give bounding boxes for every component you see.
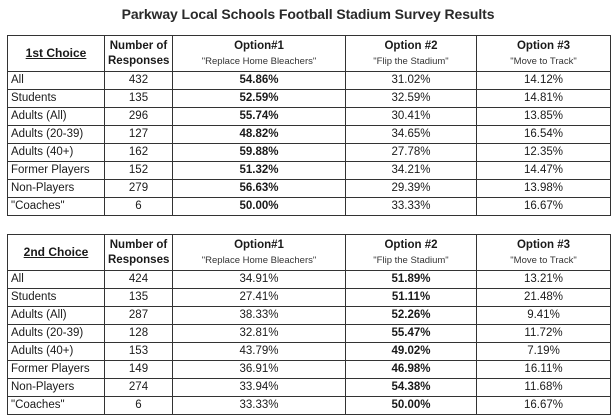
option3-cell: 13.21% [477,271,611,289]
responses-cell: 279 [105,180,173,198]
option1-cell: 36.91% [173,361,346,379]
option3-cell: 16.11% [477,361,611,379]
option3-cell: 21.48% [477,289,611,307]
document-title: Parkway Local Schools Football Stadium Survey Results [121,6,495,22]
option2-cell: 54.38% [346,379,477,397]
responses-cell: 424 [105,271,173,289]
choice-heading: 2nd Choice [23,244,89,259]
option2-cell: 46.98% [346,361,477,379]
option2-cell: 34.65% [346,126,477,144]
option1-cell: 27.41% [173,289,346,307]
option2-cell: 51.89% [346,271,477,289]
group-cell: Adults (40+) [8,144,105,162]
responses-cell: 6 [105,198,173,216]
option1-cell: 56.63% [173,180,346,198]
option3-cell: 13.85% [477,108,611,126]
option2-cell: 29.39% [346,180,477,198]
group-cell: All [8,72,105,90]
header-row [8,235,611,271]
group-cell: Non-Players [8,379,105,397]
option3-header: Option #3 "Move to Track" [477,235,611,271]
group-cell: Adults (20-39) [8,325,105,343]
table-row [8,198,611,216]
responses-cell: 296 [105,108,173,126]
responses-header: Number of Responses [105,36,173,72]
option2-cell: 33.33% [346,198,477,216]
table-row [8,379,611,397]
group-cell: Adults (40+) [8,343,105,361]
table-row [8,72,611,90]
option2-cell: 27.78% [346,144,477,162]
option3-cell: 11.68% [477,379,611,397]
group-cell: "Coaches" [8,198,105,216]
option2-cell: 30.41% [346,108,477,126]
table-row [8,361,611,379]
option2-header: Option #2 "Flip the Stadium" [346,36,477,72]
option2-cell: 31.02% [346,72,477,90]
table-row [8,307,611,325]
group-cell: Former Players [8,361,105,379]
option1-cell: 51.32% [173,162,346,180]
group-cell: Adults (All) [8,307,105,325]
table-row [8,325,611,343]
option2-cell: 55.47% [346,325,477,343]
option1-cell: 50.00% [173,198,346,216]
responses-header: Number of Responses [105,235,173,271]
option3-cell: 12.35% [477,144,611,162]
option2-cell: 51.11% [346,289,477,307]
option2-cell: 49.02% [346,343,477,361]
responses-cell: 152 [105,162,173,180]
option2-cell: 32.59% [346,90,477,108]
table-row [8,162,611,180]
option3-cell: 16.67% [477,397,611,415]
group-cell: Adults (All) [8,108,105,126]
group-cell: Non-Players [8,180,105,198]
table-row [8,126,611,144]
responses-cell: 135 [105,289,173,307]
responses-cell: 6 [105,397,173,415]
responses-cell: 162 [105,144,173,162]
option2-cell: 34.21% [346,162,477,180]
option3-cell: 9.41% [477,307,611,325]
choice-heading-cell [8,36,105,72]
option3-cell: 16.67% [477,198,611,216]
table-row [8,144,611,162]
responses-cell: 127 [105,126,173,144]
option1-cell: 48.82% [173,126,346,144]
responses-cell: 128 [105,325,173,343]
table-row [8,90,611,108]
responses-cell: 149 [105,361,173,379]
table-row [8,397,611,415]
table-row [8,343,611,361]
option3-cell: 14.12% [477,72,611,90]
option2-cell: 52.26% [346,307,477,325]
option3-cell: 13.98% [477,180,611,198]
group-cell: "Coaches" [8,397,105,415]
responses-cell: 287 [105,307,173,325]
responses-cell: 135 [105,90,173,108]
table-row [8,108,611,126]
choice-heading-cell [8,235,105,271]
option1-cell: 52.59% [173,90,346,108]
option3-cell: 14.47% [477,162,611,180]
option1-cell: 34.91% [173,271,346,289]
group-cell: All [8,271,105,289]
group-cell: Former Players [8,162,105,180]
option1-cell: 33.33% [173,397,346,415]
first-choice-table [7,35,611,216]
option3-cell: 16.54% [477,126,611,144]
option1-cell: 54.86% [173,72,346,90]
responses-cell: 274 [105,379,173,397]
group-cell: Adults (20-39) [8,126,105,144]
group-cell: Students [8,289,105,307]
responses-cell: 153 [105,343,173,361]
option2-header: Option #2 "Flip the Stadium" [346,235,477,271]
option1-cell: 38.33% [173,307,346,325]
table-row [8,271,611,289]
option1-header: Option#1 "Replace Home Bleachers" [173,36,346,72]
option1-cell: 59.88% [173,144,346,162]
option3-cell: 11.72% [477,325,611,343]
option1-header: Option#1 "Replace Home Bleachers" [173,235,346,271]
option3-cell: 14.81% [477,90,611,108]
table-body [8,72,611,216]
table-body [8,271,611,415]
option1-cell: 32.81% [173,325,346,343]
option3-header: Option #3 "Move to Track" [477,36,611,72]
choice-heading: 1st Choice [25,45,87,60]
responses-cell: 432 [105,72,173,90]
option3-cell: 7.19% [477,343,611,361]
table-row [8,180,611,198]
table-row [8,289,611,307]
option1-cell: 43.79% [173,343,346,361]
header-row [8,36,611,72]
option2-cell: 50.00% [346,397,477,415]
group-cell: Students [8,90,105,108]
second-choice-table [7,234,611,415]
option1-cell: 33.94% [173,379,346,397]
option1-cell: 55.74% [173,108,346,126]
